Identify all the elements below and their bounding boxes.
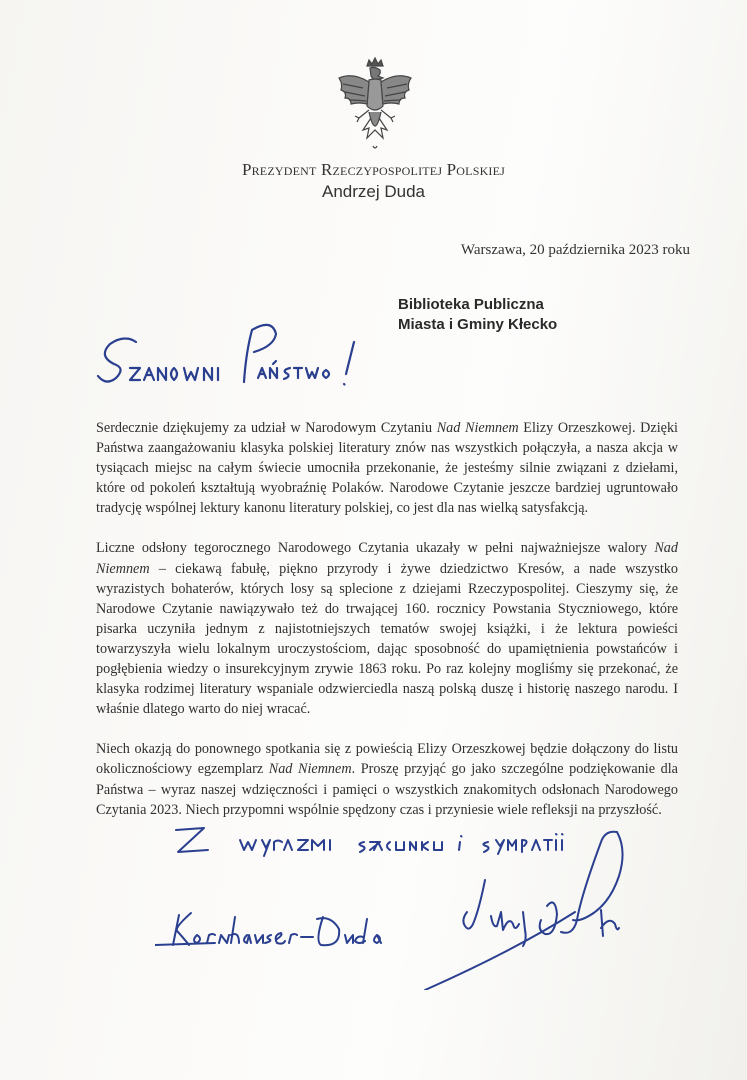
body-paragraph-3: [96, 739, 678, 819]
signature-president: [405, 820, 645, 990]
body-text-run: Serdecznie dziękujemy za udział w Narodowym Czytaniu: [96, 420, 437, 436]
date-line: Warszawa, 20 października 2023 roku: [460, 242, 690, 258]
body-text-run: . Proszę przyjąć go jako szczególne podziękowanie dla Państwa – wyraz naszej wdzięczności i pamięci o wszystkich znakomitych odsłonach Narodowego Czytania 2023. Niech przypomni wspólnie spędzony czas i przyniesie wiele refleksji na przyszłość.: [96, 761, 678, 818]
book-title-italic: Nad Niemnem: [436, 420, 519, 436]
book-title-italic: Nad Niemnem: [268, 761, 352, 778]
recipient-line-2: Miasta i Gminy Kłecko: [398, 316, 558, 333]
letter-body: [96, 418, 678, 840]
recipient-line-1: Biblioteka Publiczna: [398, 296, 544, 313]
body-paragraph-2: [96, 538, 678, 719]
recipient-block: [398, 295, 557, 335]
body-text-run: Liczne odsłony tegorocznego Narodowego Czytania ukazały w pełni najważniejsze walory: [96, 540, 655, 557]
handwritten-salutation: [96, 312, 366, 400]
body-text-run: – ciekawą fabułę, piękno przyrody i żywe dziedzictwo Kresów, a nade wszystko wyrazistych bohaterów, których losy są splecione z dziejami Rzeczypospolitej. Cieszymy się, że Narodowe Czytanie nawiązywało też do trwającej 160. rocznicy Powstania Styczniowego, które pisarka uczyniła jednym z najistotniejszych tematów swojej książki, i że lektura powieści towarzyszyła wielu lokalnym uroczystościom, dając sposobność do upamiętnienia powstańców i pogłębienia wiedzy o insurekcyjnym zrywie 1863 roku. Po raz kolejny mogliśmy się przekonać, że klasyka rodzimej literatury wspaniale odzwierciedla naszą polską duszę i historię naszego narodu. I właśnie dlatego warto do niej wracać.: [96, 560, 678, 718]
body-text-run: Niech okazją do ponownego spotkania się z powieścią Elizy Orzeszkowej będzie dołączony do listu okolicznościowy egzemplarz: [96, 741, 678, 778]
body-text-run: Elizy Orzeszkowej. Dzięki Państwa zaangażowaniu klasyka polskiej literatury znów nas wszystkich połączyła, a nasza akcja w tysiącach miejsc na całym świecie umocniła przekonanie, że jesteśmy silnie związani z dziełami, które od pokoleń kształtują wyobraźnię Polaków. Narodowe Czytanie jeszcze bardziej ugruntowało tradycję wspólnej lektury kanonu literatury polskiej, co jest dla nas wielką satysfakcją.: [96, 420, 678, 517]
book-title-italic: Nad Niemnem: [96, 540, 678, 577]
letterhead-name: Andrzej Duda: [321, 182, 425, 201]
emblem-eagle-icon: [333, 56, 417, 154]
body-paragraph-1: [96, 418, 678, 518]
signature-kornhauser-duda: [155, 905, 395, 955]
letterhead-office: Prezydent Rzeczypospolitej Polskiej: [241, 160, 506, 179]
